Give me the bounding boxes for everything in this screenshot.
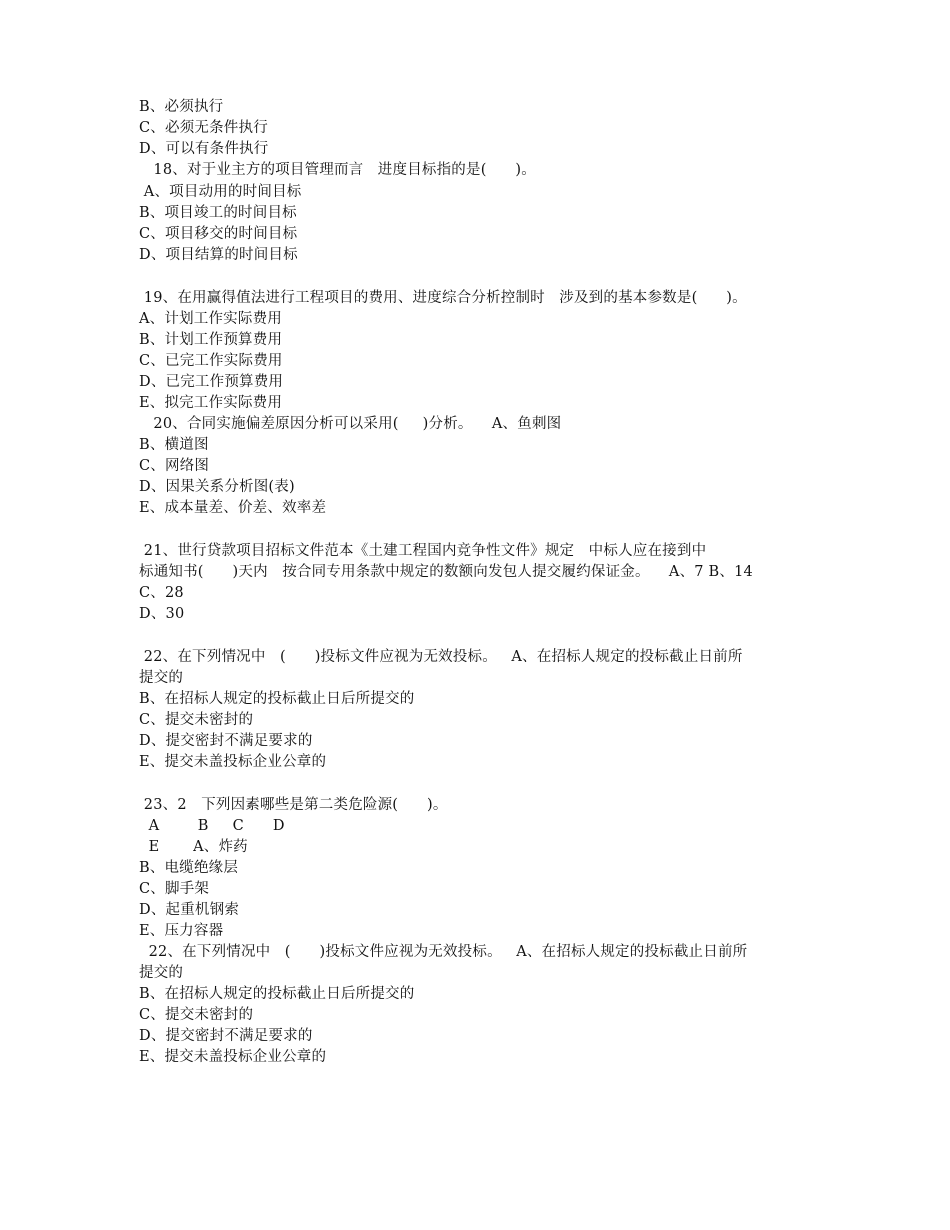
option-b: B、在招标人规定的投标截止日后所提交的 [139, 691, 415, 707]
option-c: C、28 [139, 585, 184, 601]
question-22: 22、在下列情况中 ( )投标文件应视为无效投标。 A、在招标人规定的投标截止日前所 [139, 649, 743, 665]
option-e: E、提交未盖投标企业公章的 [139, 754, 327, 770]
question-22-continued: 提交的 [139, 670, 184, 686]
question-20: 20、合同实施偏差原因分析可以采用( )分析。 A、鱼刺图 [139, 416, 562, 432]
option-d: D、因果关系分析图(表) [139, 479, 295, 495]
option-e: E、压力容器 [139, 923, 224, 939]
option-c: C、脚手架 [139, 881, 210, 897]
option-b: B、电缆绝缘层 [139, 860, 239, 876]
option-b: B、计划工作预算费用 [139, 332, 283, 348]
option-a: A、项目动用的时间目标 [139, 184, 302, 200]
option-b: B、项目竣工的时间目标 [139, 205, 297, 221]
question-21: 21、世行贷款项目招标文件范本《土建工程国内竞争性文件》规定 中标人应在接到中 [139, 543, 707, 559]
option-b: B、在招标人规定的投标截止日后所提交的 [139, 986, 415, 1002]
question-22-repeat-continued: 提交的 [139, 965, 184, 981]
option-c: C、已完工作实际费用 [139, 353, 283, 369]
option-e: E、拟完工作实际费用 [139, 395, 283, 411]
option-c: C、网络图 [139, 458, 210, 474]
option-a: A、计划工作实际费用 [139, 311, 282, 327]
answer-letters: A B C D [139, 818, 285, 834]
option-d: D、可以有条件执行 [139, 141, 269, 157]
option-e: E、提交未盖投标企业公章的 [139, 1049, 327, 1065]
option-d: D、提交密封不满足要求的 [139, 733, 313, 749]
option-b: B、必须执行 [139, 99, 224, 115]
option-d: D、30 [139, 606, 185, 622]
option-d: D、已完工作预算费用 [139, 374, 284, 390]
question-18: 18、对于业主方的项目管理而言 进度目标指的是( )。 [139, 162, 536, 178]
option-b: B、横道图 [139, 437, 209, 453]
question-21-continued: 标通知书( )天内 按合同专用条款中规定的数额向发包人提交履约保证金。 A、7 B、14 [139, 564, 753, 580]
option-e: E、成本量差、价差、效率差 [139, 500, 327, 516]
option-a: E A、炸药 [139, 839, 248, 855]
question-23: 23、2 下列因素哪些是第二类危险源( )。 [139, 797, 448, 813]
option-c: C、项目移交的时间目标 [139, 226, 298, 242]
question-19: 19、在用赢得值法进行工程项目的费用、进度综合分析控制时 涉及到的基本参数是( )。 [139, 290, 747, 306]
option-d: D、提交密封不满足要求的 [139, 1028, 313, 1044]
option-d: D、起重机钢索 [139, 902, 240, 918]
option-d: D、项目结算的时间目标 [139, 247, 298, 263]
question-22-repeat: 22、在下列情况中 ( )投标文件应视为无效投标。 A、在招标人规定的投标截止日前所 [139, 944, 748, 960]
option-c: C、必须无条件执行 [139, 120, 268, 136]
option-c: C、提交未密封的 [139, 1007, 254, 1023]
option-c: C、提交未密封的 [139, 712, 254, 728]
